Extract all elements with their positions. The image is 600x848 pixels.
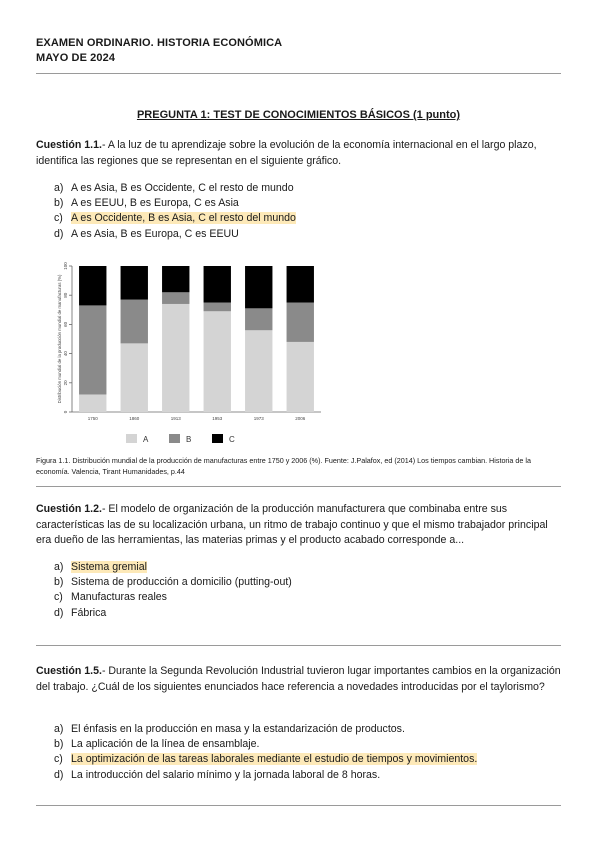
legend-swatch-B — [169, 434, 180, 443]
y-tick-label: 100 — [63, 262, 68, 270]
question-text: - A la luz de tu aprendizaje sobre la evolución de la economía internacional en el largo plazo, identifica las regiones que se representan en el siguiente gráfico. — [36, 139, 537, 167]
x-tick-label: 1973 — [253, 416, 264, 421]
option-a[interactable]: a) Sistema gremial — [54, 561, 147, 573]
question-text: - El modelo de organización de la producción manufacturera que combinaba entre sus características las de su localización urbana, un ritmo de trabajo continuo y que el mismo trabajador principal era dueño de las herramientas, las materias primas y el producto acabado corresponde a... — [36, 503, 548, 546]
bar-C-1953 — [204, 266, 231, 303]
option-c[interactable]: c) La optimización de las tareas laborales mediante el estudio de tiempos y movimientos. — [54, 753, 478, 766]
x-tick-label: 1860 — [129, 416, 140, 421]
option-b[interactable]: b) La aplicación de la línea de ensamblaje. — [54, 738, 260, 751]
bar-C-2006 — [287, 266, 314, 303]
x-tick-label: 1913 — [170, 416, 181, 421]
x-tick-label: 2006 — [295, 416, 306, 421]
y-tick-label: 20 — [63, 380, 68, 386]
bar-B-1860 — [121, 300, 148, 344]
x-tick-label: 1750 — [87, 416, 98, 421]
option-d[interactable]: d) La introducción del salario mínimo y la jornada laboral de 8 horas. — [54, 768, 381, 781]
legend-swatch-C — [212, 434, 223, 443]
bar-B-2006 — [287, 303, 314, 342]
y-tick-label: 40 — [63, 351, 68, 357]
question-label: Cuestión 1.1. — [36, 139, 102, 151]
option-d[interactable]: d) A es Asia, B es Europa, C es EEUU — [54, 227, 239, 240]
legend-label-A: A — [143, 435, 149, 444]
stacked-bar-chart — [36, 254, 326, 449]
bar-A-1973 — [245, 330, 272, 412]
y-tick-label: 60 — [63, 321, 68, 327]
option-b[interactable]: b) Sistema de producción a domicilio (putting-out) — [54, 576, 292, 589]
option-c[interactable]: c) A es Occidente, B es Asia, C el resto del mundo — [54, 212, 296, 225]
exam-date: MAYO DE 2024 — [36, 52, 116, 64]
figure-caption: Figura 1.1. Distribución mundial de la producción de manufacturas entre 1750 y 2006 (%). Fuente: J.Palafox, ed (2014) Los tiempos cambian. Historia de la economía. Valencia, Tirant Humanidades, p.44 — [36, 456, 532, 476]
x-tick-label: 1953 — [212, 416, 223, 421]
divider — [36, 645, 561, 646]
y-tick-label: 0 — [63, 410, 68, 414]
bar-A-2006 — [287, 342, 314, 412]
bar-A-1750 — [79, 394, 106, 412]
option-c[interactable]: c) Manufacturas reales — [54, 591, 167, 604]
options-1-1 — [54, 181, 554, 242]
y-axis-label: Distribución mundial de la producción mundial de manufacturas (%) — [57, 274, 62, 404]
exam-header — [36, 36, 282, 66]
bar-A-1953 — [204, 311, 231, 412]
option-d[interactable]: d) Fábrica — [54, 606, 107, 619]
question-1-1 — [36, 138, 564, 169]
bar-C-1750 — [79, 266, 106, 305]
bar-B-1953 — [204, 303, 231, 312]
option-b[interactable]: b) A es EEUU, B es Europa, C es Asia — [54, 197, 239, 210]
bar-B-1913 — [162, 292, 189, 304]
divider — [36, 73, 561, 74]
section-title: PREGUNTA 1: TEST DE CONOCIMIENTOS BÁSICOS (1 punto) — [136, 109, 461, 121]
bar-B-1973 — [245, 308, 272, 330]
legend-label-C: C — [229, 435, 235, 444]
question-label: Cuestión 1.2. — [36, 503, 102, 515]
y-tick-label: 80 — [63, 292, 68, 298]
option-a[interactable]: a) A es Asia, B es Occidente, C el resto de mundo — [54, 182, 294, 194]
bar-A-1913 — [162, 304, 189, 412]
option-a[interactable]: a) El énfasis en la producción en masa y la estandarización de productos. — [54, 723, 405, 735]
question-1-2 — [36, 502, 564, 549]
bar-B-1750 — [79, 305, 106, 394]
bar-C-1973 — [245, 266, 272, 308]
exam-title: EXAMEN ORDINARIO. HISTORIA ECONÓMICA — [36, 37, 283, 49]
options-1-2 — [54, 560, 554, 621]
legend-swatch-A — [126, 434, 137, 443]
question-1-5 — [36, 664, 564, 695]
options-1-5 — [54, 722, 554, 783]
question-label: Cuestión 1.5. — [36, 665, 102, 677]
bar-C-1913 — [162, 266, 189, 292]
question-text: - Durante la Segunda Revolución Industrial tuvieron lugar importantes cambios en la organización del trabajo. ¿Cuál de los siguientes enunciados hace referencia a novedades introducidas por el taylorismo? — [36, 665, 561, 693]
bar-A-1860 — [121, 343, 148, 412]
legend-label-B: B — [186, 435, 192, 444]
divider — [36, 486, 561, 487]
bar-C-1860 — [121, 266, 148, 300]
divider — [36, 805, 561, 806]
